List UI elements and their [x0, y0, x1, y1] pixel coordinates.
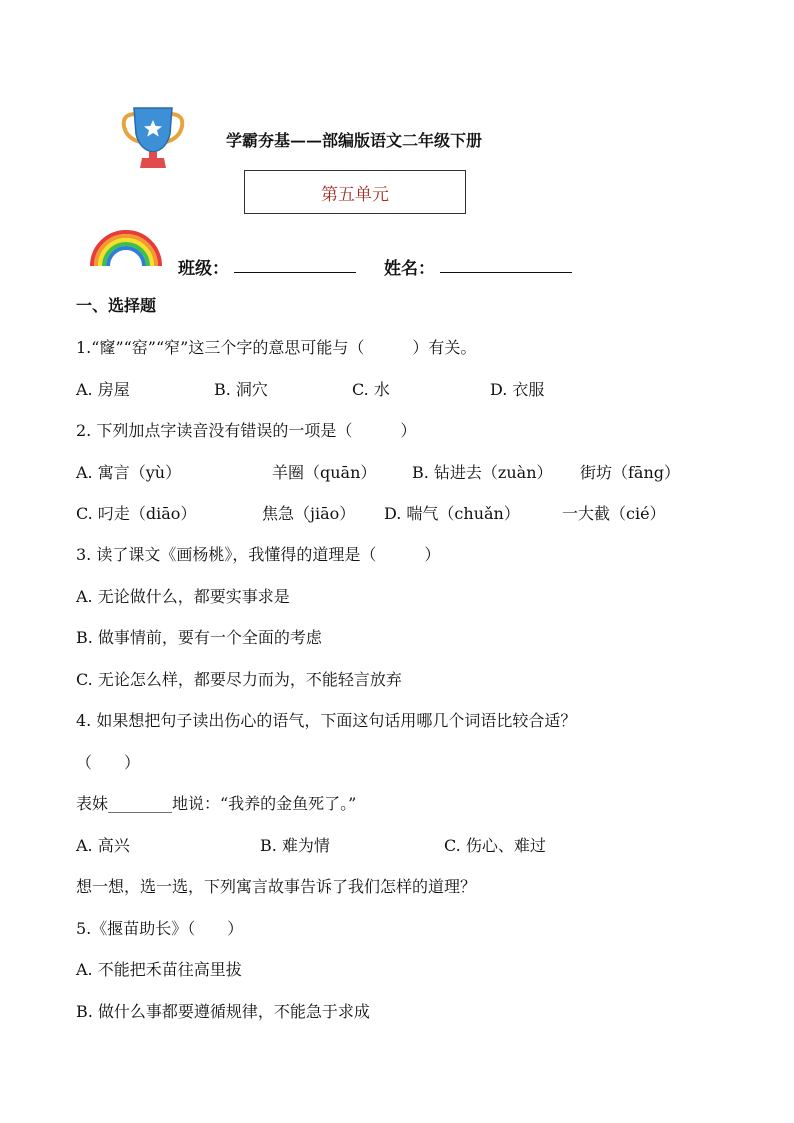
trophy-icon [118, 104, 188, 170]
rainbow-icon [88, 226, 164, 268]
q5-option-b[interactable]: B. 做什么事都要遵循规律，不能急于求成 [76, 1002, 370, 1021]
q1-option-d[interactable]: D. 衣服 [490, 380, 545, 399]
q2-option-b-word2: 街坊（fāng） [580, 463, 681, 482]
q2-stem: 2. 下列加点字读音没有错误的一项是（ ） [76, 421, 417, 440]
q3-option-a[interactable]: A. 无论做什么，都要实事求是 [76, 587, 290, 606]
unit-title: 第五单元 [321, 184, 389, 205]
name-label: 姓名： [384, 259, 435, 279]
q3-stem: 3. 读了课文《画杨桃》，我懂得的道理是（ ） [76, 545, 441, 564]
q4-answer-paren: （ ） [76, 753, 141, 772]
name-field[interactable] [440, 272, 572, 273]
q1-option-a[interactable]: A. 房屋 [76, 380, 130, 399]
q3-option-c[interactable]: C. 无论怎么样，都要尽力而为，不能轻言放弃 [76, 670, 402, 689]
q5-intro: 想一想，选一选，下列寓言故事告诉了我们怎样的道理？ [76, 877, 477, 896]
q2-option-d-word1[interactable]: D. 喘气（chuǎn） [384, 504, 520, 523]
q2-option-d-word2: 一大截（cié） [562, 504, 666, 523]
q1-stem: 1.“窿”“窑”“窄”这三个字的意思可能与（ ）有关。 [76, 338, 477, 357]
document-title: 学霸夯基——部编版语文二年级下册 [226, 131, 483, 150]
q2-option-b-word1[interactable]: B. 钻进去（zuàn） [412, 463, 553, 482]
q4-option-a[interactable]: A. 高兴 [76, 836, 130, 855]
q1-option-c[interactable]: C. 水 [352, 380, 390, 399]
q4-option-b[interactable]: B. 难为情 [260, 836, 330, 855]
unit-title-box [244, 170, 466, 214]
q2-option-c-word1[interactable]: C. 叼走（diāo） [76, 504, 197, 523]
class-label: 班级： [178, 259, 229, 279]
q4-sentence: 表妹________地说：“我养的金鱼死了。” [76, 794, 357, 813]
q2-option-a-word2: 羊圈（quān） [272, 463, 377, 482]
q5-option-a[interactable]: A. 不能把禾苗往高里拔 [76, 960, 242, 979]
q1-option-b[interactable]: B. 洞穴 [214, 380, 268, 399]
q4-stem: 4. 如果想把句子读出伤心的语气，下面这句话用哪几个词语比较合适？ [76, 711, 577, 730]
q2-option-c-word2: 焦急（jiāo） [262, 504, 356, 523]
q2-option-a-word1[interactable]: A. 寓言（yù） [76, 463, 182, 482]
q5-stem: 5.《揠苗助长》（ ） [76, 919, 244, 938]
q4-option-c[interactable]: C. 伤心、难过 [444, 836, 546, 855]
section-title: 一、选择题 [76, 296, 157, 315]
class-field[interactable] [234, 272, 356, 273]
q3-option-b[interactable]: B. 做事情前，要有一个全面的考虑 [76, 628, 322, 647]
